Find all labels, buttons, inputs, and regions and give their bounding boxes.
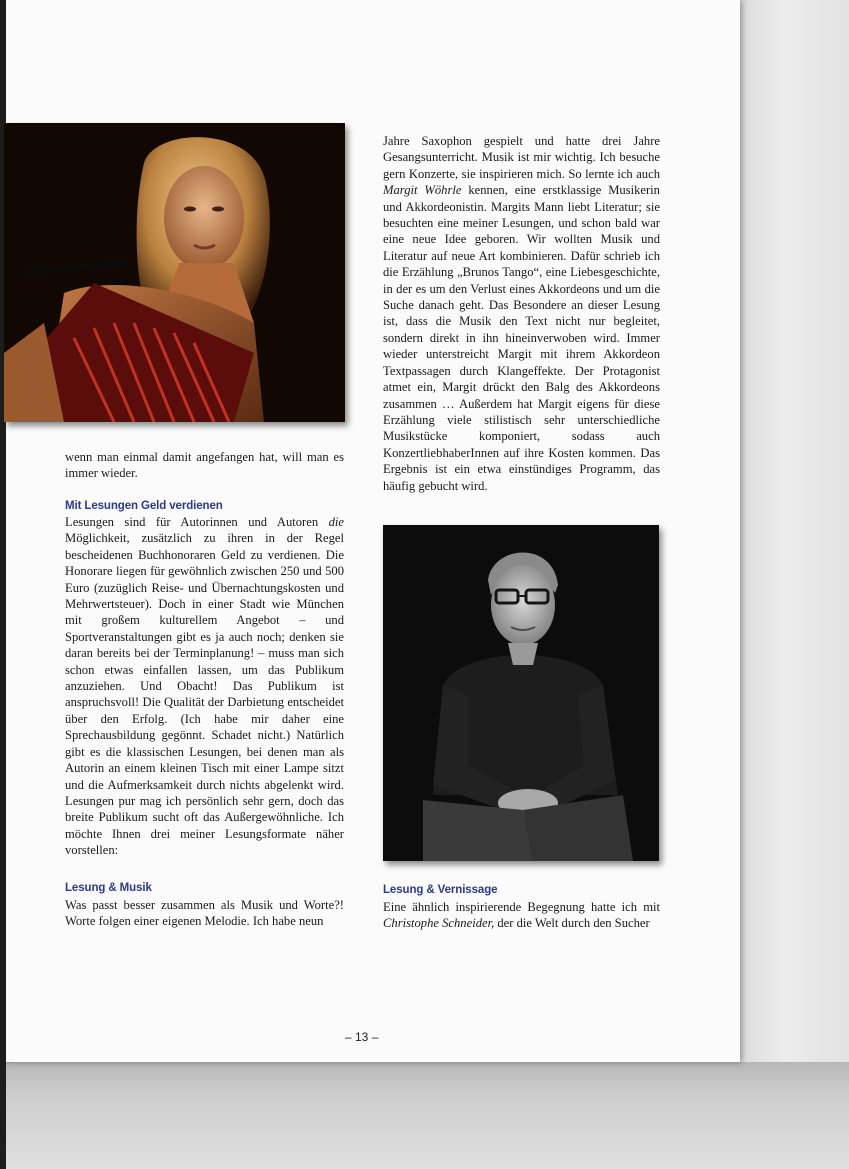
vern-text-start: Eine ähnlich inspirierende Begegnung hatte ich mit — [383, 900, 660, 914]
name-christophe: Christophe Schneider, — [383, 916, 495, 931]
vern-text-rest: der die Welt durch den Sucher — [494, 916, 650, 931]
heading-lesung-musik: Lesung & Musik — [65, 882, 152, 894]
scanner-background — [0, 1062, 849, 1169]
heading-lesung-vernissage: Lesung & Vernissage — [383, 884, 498, 896]
photo-photographer — [383, 525, 659, 861]
musik-text: Was passt besser zusammen als Musik und Worte?! Worte folgen einer eigenen Melodie. Ich habe neun — [65, 898, 344, 929]
heading-geld-verdienen: Mit Lesungen Geld verdienen — [65, 500, 223, 512]
right-text-start: Jahre Saxophon gespielt und hatte drei Jahre Gesangsunterricht. Musik ist mir wichtig. Ich besuche gern Konzerte, sie inspirieren mich. So lernte ich auch — [383, 134, 660, 181]
vernissage-paragraph — [383, 899, 660, 932]
geld-text-die: die — [328, 515, 344, 529]
photo-accordionist — [4, 123, 345, 422]
geld-paragraph — [65, 514, 344, 859]
intro-paragraph — [65, 449, 344, 482]
musik-paragraph — [65, 897, 344, 930]
accordionist-illustration — [4, 123, 345, 422]
right-top-paragraph — [383, 133, 660, 494]
photographer-illustration — [383, 525, 659, 861]
right-text-rest: kennen, eine erstklassige Musikerin und Akkordeonistin. Margits Mann liebt Literatur; sie besuchten eine meiner Lesungen, und schon bald war eine neue Idee geboren. Wir wollten Musik und Literatur auf neue Art kombinieren. Dafür schrieb ich die Erzählung „Brunos Tango“, eine Liebesgeschichte, in der es um den Verlust eines Akkordeons und um die Suche danach geht. Das Besondere an dieser Lesung ist, dass die Musik den Text nicht nur begleitet, sondern direkt in ihn hineinverwoben wird. Immer wieder unterstreicht Margit mit ihrem Akkordeon Textpassagen durch Klangeffekte. Der Protagonist atmet ein, Margit drückt den Balg des Akkordeons zusammen … Außerdem hat Margit eigens für diese Erzählung viele stilistisch sehr unterschiedliche Musikstücke komponiert, sodass auch KonzertliebhaberInnen auf ihre Kosten kommen. Das Ergebnis ist ein etwa einstündiges Programm, das häufig gebucht wird. — [383, 183, 660, 493]
page-number: – 13 – — [345, 1030, 379, 1044]
geld-text-start: Lesungen sind für Autorinnen und Autoren — [65, 515, 329, 529]
adjacent-page-edge — [740, 0, 849, 1062]
intro-text: wenn man einmal damit angefangen hat, will man es immer wieder. — [65, 450, 344, 481]
name-margit: Margit Wöhrle — [383, 183, 462, 198]
geld-text-rest: Möglichkeit, zusätzlich zu ihren in der Regel bescheidenen Buchhonoraren Geld zu verdienen. Die Honorare liegen für gewöhnlich zwischen 250 und 500 Euro (zuzüglich Reise- und Übernachtungskosten und Mehrwertsteuer). Doch in einer Stadt wie München mit großem kulturellem Angebot – und Sportveranstaltungen gibt es ja auch noch; denken sie daran bereits bei der Terminplanung! – muss man sich schon etwas einfallen lassen, um das Publikum anzuziehen. Und Obacht! Das Publikum ist anspruchsvoll! Die Qualität der Darbietung entscheidet über den Erfolg. (Ich habe mir daher eine Sprechausbildung gegönnt. Schadet nicht.) Natürlich gibt es die klassischen Lesungen, bei denen man als Autorin an einem kleinen Tisch mit einer Lampe sitzt und die Aufmerksamkeit durch nichts abgelenkt wird. Lesungen pur mag ich persönlich sehr gern, doch das breite Publikum sucht oft das Außergewöhnliche. Ich möchte Ihnen drei meiner Lesungsformate näher vorstellen: — [65, 531, 344, 858]
